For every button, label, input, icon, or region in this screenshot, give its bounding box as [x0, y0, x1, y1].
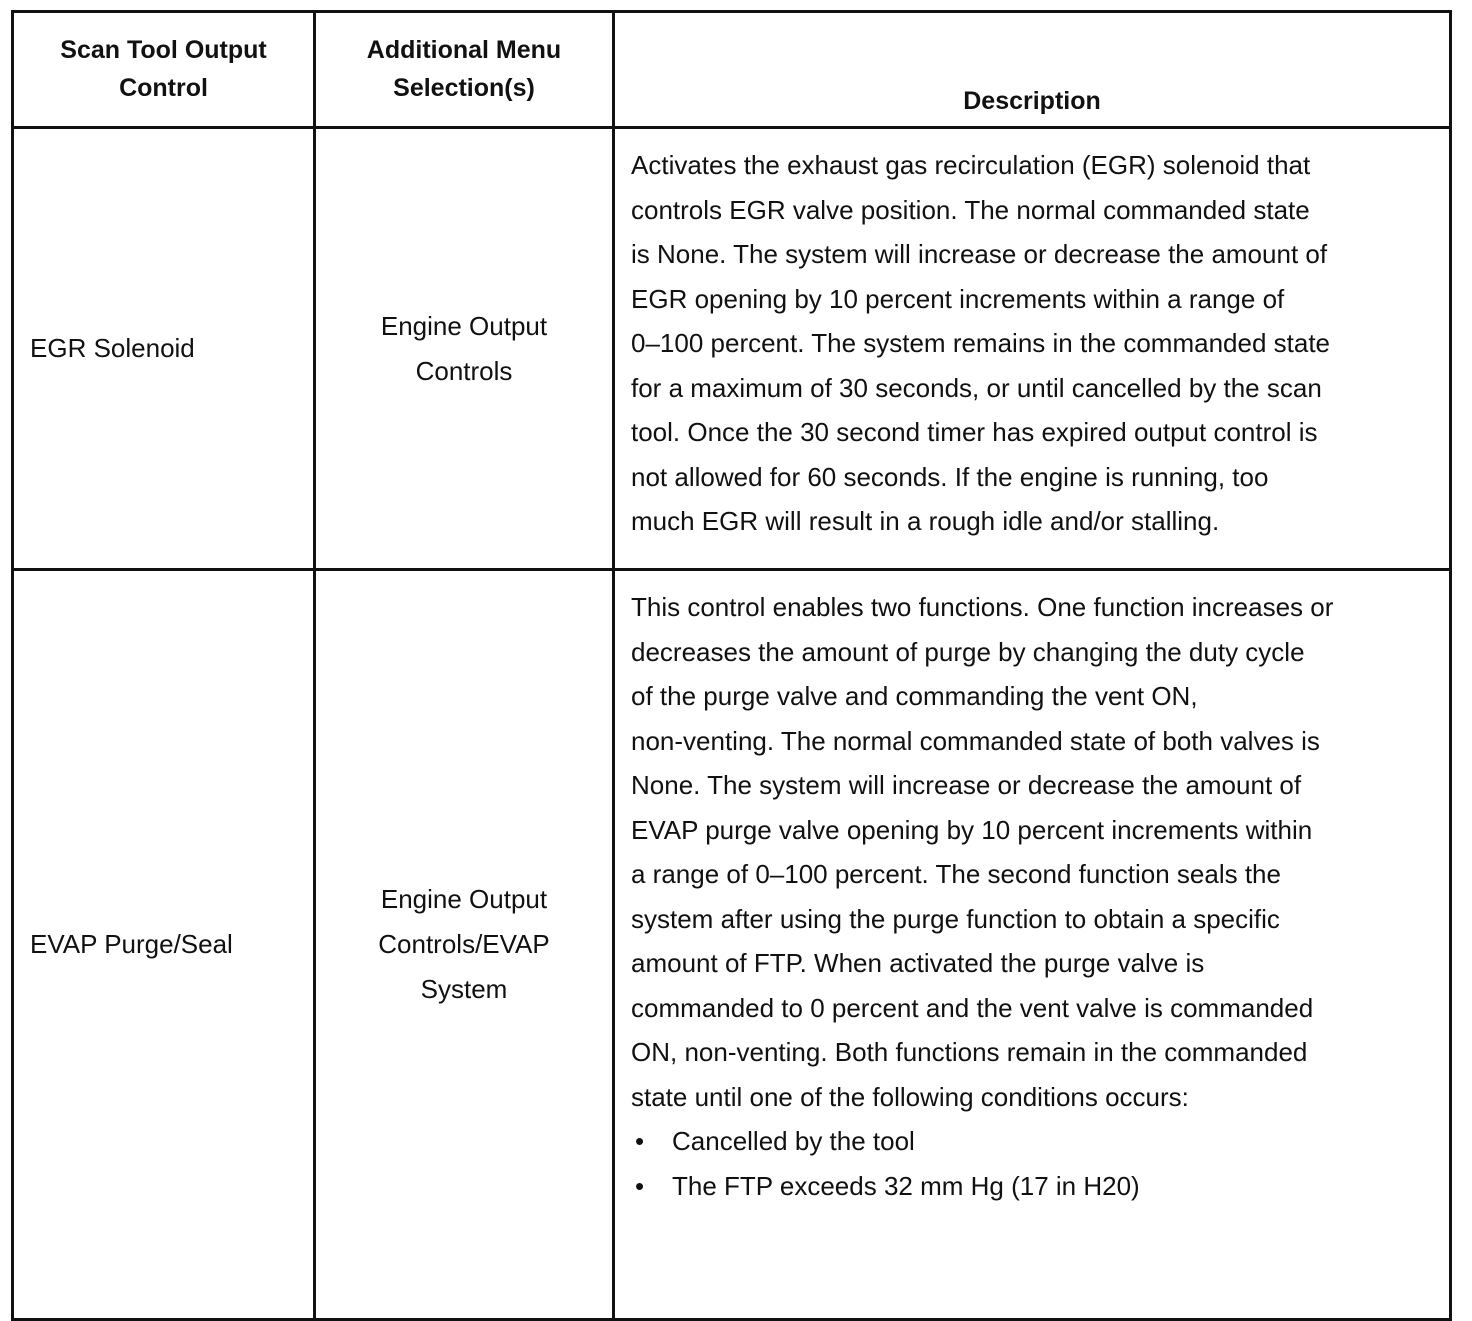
description-line: much EGR will result in a rough idle and/or stalling.	[631, 506, 1220, 536]
description-line: EGR opening by 10 percent increments within a range of	[631, 283, 1285, 314]
description-line: not allowed for 60 seconds. If the engine is running, too	[631, 461, 1269, 492]
bullet-icon: •	[635, 1126, 645, 1156]
header-menu-selection	[315, 12, 614, 128]
bullet-icon: •	[635, 1170, 645, 1201]
description-line: system after using the purge function to obtain a specific	[631, 903, 1280, 934]
description-line: Activates the exhaust gas recirculation (EGR) solenoid that	[631, 150, 1311, 180]
header-output-control-line: Scan Tool Output	[60, 36, 267, 64]
description-line: is None. The system will increase or decrease the amount of	[631, 239, 1328, 269]
list-item	[631, 1119, 1419, 1164]
description-line: ON, non-venting. Both functions remain in the commanded	[631, 1037, 1308, 1067]
output-control-name: EGR Solenoid	[13, 128, 315, 570]
table-row	[13, 128, 1451, 570]
output-controls-table	[11, 10, 1452, 1321]
description-line: state until one of the following conditions occurs:	[631, 1081, 1189, 1112]
header-menu-selection-line: Selection(s)	[393, 74, 535, 102]
description-line: a range of 0–100 percent. The second function seals the	[631, 859, 1281, 889]
description-line: non-venting. The normal commanded state of both valves is	[631, 725, 1320, 756]
condition-list	[631, 1119, 1419, 1208]
menu-selection	[315, 570, 614, 1320]
list-item	[631, 1164, 1419, 1209]
menu-selection	[315, 128, 614, 570]
header-description: Description	[614, 12, 1451, 128]
list-item-text: The FTP exceeds 32 mm Hg (17 in H20)	[672, 1170, 1140, 1201]
description-line: controls EGR valve position. The normal commanded state	[631, 194, 1310, 225]
description-line: tool. Once the 30 second timer has expired output control is	[631, 417, 1318, 447]
menu-selection-line: Engine Output	[380, 310, 548, 341]
menu-selection-line: System	[420, 974, 508, 1004]
header-output-control	[13, 12, 315, 128]
description-cell	[614, 128, 1451, 570]
description-line: for a maximum of 30 seconds, or until cancelled by the scan	[631, 372, 1322, 403]
output-control-name: EVAP Purge/Seal	[13, 570, 315, 1320]
description-cell	[614, 570, 1451, 1320]
table-row	[13, 570, 1451, 1320]
header-output-control-line: Control	[119, 74, 208, 102]
menu-selection-line: Controls	[415, 355, 513, 386]
header-menu-selection-line: Additional Menu	[366, 36, 562, 64]
header-row	[13, 12, 1451, 128]
description-line: EVAP purge valve opening by 10 percent increments within	[631, 814, 1313, 845]
description-line: This control enables two functions. One function increases or	[631, 592, 1334, 622]
menu-selection-line: Engine Output	[380, 884, 548, 914]
menu-selection-line: Controls/EVAP	[378, 929, 550, 959]
description-line: of the purge valve and commanding the vent ON,	[631, 681, 1198, 711]
description-line: amount of FTP. When activated the purge valve is	[631, 948, 1205, 978]
description-line: None. The system will increase or decrease the amount of	[631, 770, 1302, 800]
description-line: decreases the amount of purge by changing the duty cycle	[631, 636, 1305, 667]
list-item-text: Cancelled by the tool	[672, 1126, 915, 1156]
description-line: 0–100 percent. The system remains in the commanded state	[631, 328, 1331, 358]
description-line: commanded to 0 percent and the vent valve is commanded	[631, 992, 1314, 1023]
